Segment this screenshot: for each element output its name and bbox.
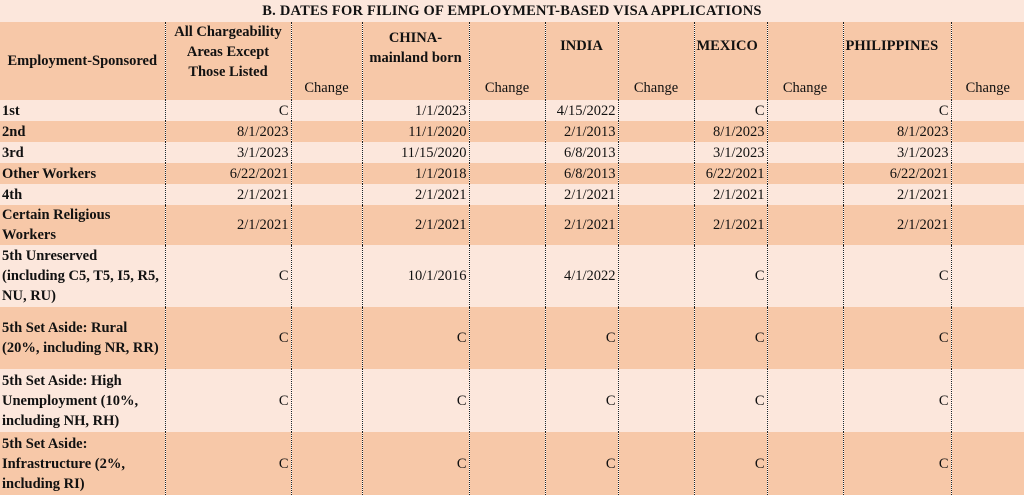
cell-china: 11/1/2020 [362, 121, 469, 142]
header-china: CHINA-mainland born [362, 22, 469, 100]
cell-change-china [469, 205, 545, 245]
cell-mexico: C [694, 432, 767, 495]
cell-change-india [618, 121, 694, 142]
cell-china: 1/1/2023 [362, 100, 469, 121]
cell-change-all [291, 307, 362, 369]
table-row [0, 369, 1024, 432]
table-row [0, 245, 1024, 307]
header-india: INDIA [545, 22, 618, 100]
row-category: 1st [0, 100, 165, 121]
row-category: 2nd [0, 121, 165, 142]
cell-change-philippines [951, 184, 1024, 205]
cell-change-philippines [951, 369, 1024, 432]
header-change: Change [951, 22, 1024, 100]
header-change: Change [618, 22, 694, 100]
cell-all: 6/22/2021 [165, 163, 291, 184]
row-category: 5th Set Aside: High Unemployment (10%, including NH, RH) [0, 369, 165, 432]
table-row [0, 205, 1024, 245]
cell-change-india [618, 205, 694, 245]
cell-mexico: 6/22/2021 [694, 163, 767, 184]
cell-change-philippines [951, 245, 1024, 307]
cell-mexico: C [694, 245, 767, 307]
cell-mexico: 8/1/2023 [694, 121, 767, 142]
cell-philippines: C [843, 307, 951, 369]
cell-change-philippines [951, 432, 1024, 495]
table-row [0, 100, 1024, 121]
cell-change-china [469, 307, 545, 369]
cell-philippines: C [843, 245, 951, 307]
table-row [0, 121, 1024, 142]
cell-mexico: C [694, 369, 767, 432]
cell-all: C [165, 369, 291, 432]
row-category: 5th Set Aside: Rural (20%, including NR, RR) [0, 307, 165, 369]
cell-all: 3/1/2023 [165, 142, 291, 163]
cell-change-china [469, 121, 545, 142]
cell-change-all [291, 100, 362, 121]
cell-change-mexico [767, 245, 843, 307]
cell-change-mexico [767, 142, 843, 163]
cell-change-india [618, 163, 694, 184]
cell-change-all [291, 142, 362, 163]
table-body [0, 100, 1024, 495]
cell-india: C [545, 432, 618, 495]
table-row [0, 184, 1024, 205]
row-category: 3rd [0, 142, 165, 163]
cell-change-china [469, 100, 545, 121]
cell-india: 4/1/2022 [545, 245, 618, 307]
cell-change-india [618, 100, 694, 121]
cell-change-china [469, 142, 545, 163]
cell-change-all [291, 121, 362, 142]
cell-change-india [618, 184, 694, 205]
header-mexico: MEXICO [694, 22, 767, 100]
table-row [0, 307, 1024, 369]
table-row [0, 163, 1024, 184]
cell-china: 2/1/2021 [362, 205, 469, 245]
cell-india: 6/8/2013 [545, 142, 618, 163]
cell-india: 2/1/2021 [545, 184, 618, 205]
filing-dates-table [0, 22, 1024, 495]
cell-china: C [362, 432, 469, 495]
cell-all: C [165, 245, 291, 307]
cell-change-philippines [951, 205, 1024, 245]
cell-mexico: 2/1/2021 [694, 184, 767, 205]
cell-all: C [165, 100, 291, 121]
row-category: 5th Unreserved (including C5, T5, I5, R5, NU, RU) [0, 245, 165, 307]
table-row [0, 142, 1024, 163]
cell-philippines: C [843, 369, 951, 432]
table-row [0, 432, 1024, 495]
row-category: Certain Religious Workers [0, 205, 165, 245]
row-category: 4th [0, 184, 165, 205]
cell-change-all [291, 205, 362, 245]
cell-india: 2/1/2013 [545, 121, 618, 142]
cell-change-india [618, 142, 694, 163]
cell-mexico: 2/1/2021 [694, 205, 767, 245]
cell-philippines: 3/1/2023 [843, 142, 951, 163]
cell-india: 6/8/2013 [545, 163, 618, 184]
cell-change-china [469, 163, 545, 184]
header-category: Employment-Sponsored [0, 22, 165, 100]
cell-all: 2/1/2021 [165, 205, 291, 245]
cell-change-mexico [767, 307, 843, 369]
cell-change-india [618, 369, 694, 432]
cell-change-mexico [767, 369, 843, 432]
cell-all: C [165, 432, 291, 495]
cell-china: 1/1/2018 [362, 163, 469, 184]
cell-change-china [469, 184, 545, 205]
cell-all: 2/1/2021 [165, 184, 291, 205]
table-title: B. DATES FOR FILING OF EMPLOYMENT-BASED VISA APPLICATIONS [0, 0, 1024, 22]
cell-philippines: C [843, 100, 951, 121]
header-change: Change [767, 22, 843, 100]
cell-philippines: 2/1/2021 [843, 205, 951, 245]
cell-china: C [362, 307, 469, 369]
cell-philippines: 2/1/2021 [843, 184, 951, 205]
cell-change-all [291, 369, 362, 432]
cell-change-china [469, 432, 545, 495]
cell-change-philippines [951, 121, 1024, 142]
row-category: 5th Set Aside: Infrastructure (2%, including RI) [0, 432, 165, 495]
cell-philippines: C [843, 432, 951, 495]
cell-change-all [291, 245, 362, 307]
cell-change-mexico [767, 432, 843, 495]
cell-change-china [469, 369, 545, 432]
cell-change-philippines [951, 307, 1024, 369]
cell-change-mexico [767, 121, 843, 142]
cell-change-india [618, 432, 694, 495]
cell-change-mexico [767, 205, 843, 245]
header-change: Change [291, 22, 362, 100]
cell-mexico: C [694, 100, 767, 121]
cell-change-mexico [767, 184, 843, 205]
cell-all: 8/1/2023 [165, 121, 291, 142]
cell-philippines: 8/1/2023 [843, 121, 951, 142]
cell-china: 10/1/2016 [362, 245, 469, 307]
cell-philippines: 6/22/2021 [843, 163, 951, 184]
cell-india: C [545, 307, 618, 369]
cell-change-china [469, 245, 545, 307]
row-category: Other Workers [0, 163, 165, 184]
cell-change-mexico [767, 100, 843, 121]
cell-india: 4/15/2022 [545, 100, 618, 121]
cell-india: C [545, 369, 618, 432]
cell-change-philippines [951, 100, 1024, 121]
cell-china: 11/15/2020 [362, 142, 469, 163]
header-row [0, 22, 1024, 100]
cell-china: C [362, 369, 469, 432]
cell-all: C [165, 307, 291, 369]
cell-china: 2/1/2021 [362, 184, 469, 205]
cell-change-india [618, 245, 694, 307]
cell-change-mexico [767, 163, 843, 184]
cell-change-all [291, 432, 362, 495]
header-all-chargeability: All Chargeability Areas Except Those Listed [165, 22, 291, 100]
cell-india: 2/1/2021 [545, 205, 618, 245]
cell-change-all [291, 163, 362, 184]
cell-change-philippines [951, 142, 1024, 163]
cell-change-all [291, 184, 362, 205]
cell-change-philippines [951, 163, 1024, 184]
header-change: Change [469, 22, 545, 100]
cell-mexico: C [694, 307, 767, 369]
header-philippines: PHILIPPINES [843, 22, 951, 100]
cell-change-india [618, 307, 694, 369]
cell-mexico: 3/1/2023 [694, 142, 767, 163]
